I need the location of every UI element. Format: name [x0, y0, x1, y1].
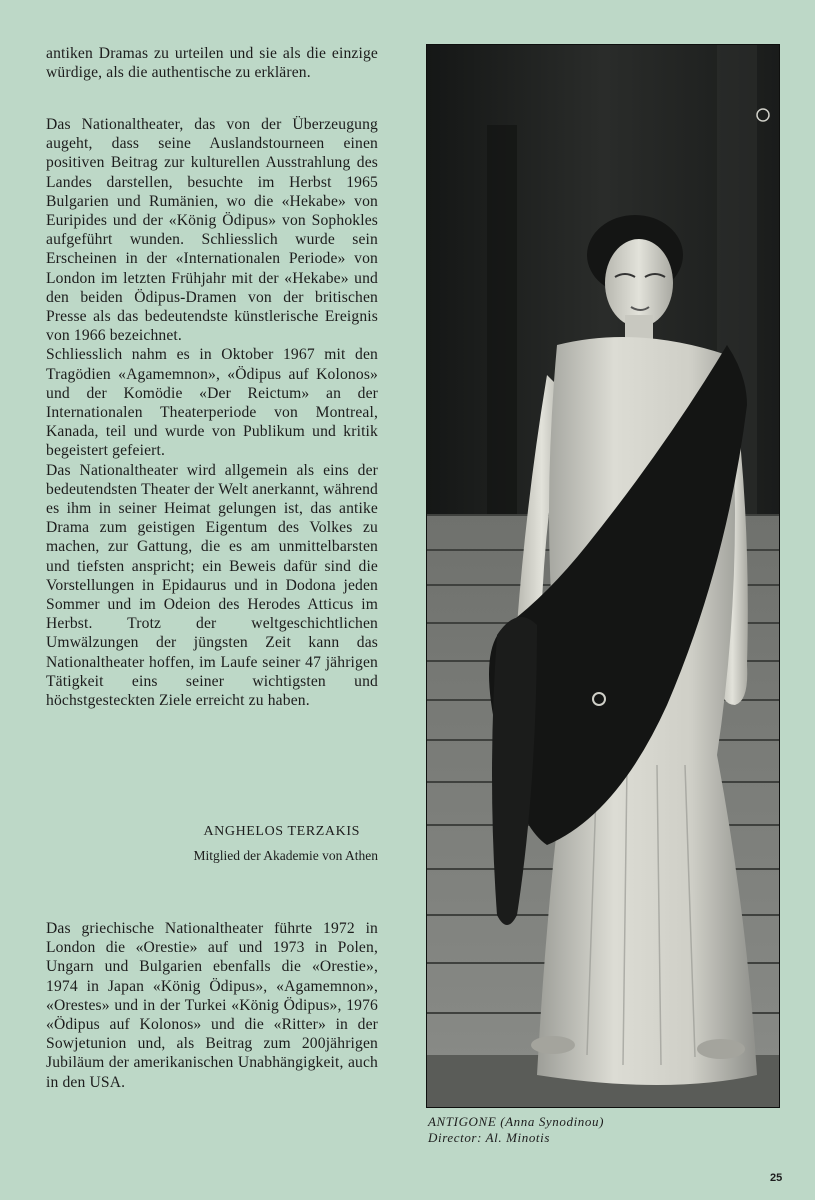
- caption-title: ANTIGONE (Anna Synodinou): [428, 1114, 605, 1129]
- photo-caption: [428, 1114, 788, 1146]
- article-column-addendum: [46, 919, 378, 1092]
- paragraph-tours: Das Nationaltheater, das von der Überzeugung augeht, dass seine Auslandstourneen einen positiven Beitrag zur kulturellen Ausstrahlung des Landes darstellen, besuchte im Herbst 1965 Bulgarien und Rumänien, wo die «Hekabe» von Euripides und der «König Ödipus» von Sophokles aufgeführt wunden. Schliesslich wurde sein Erscheinen in der «Internationalen Periode» von London im letzten Frühjahr mit der «Hekabe» und den beiden Ödipus-Dramen von der britischen Presse als das bedeutendste künstlerische Ereignis von 1966 bezeichnet.: [46, 116, 378, 345]
- paragraph-later-tours: Das griechische Nationaltheater führte 1972 in London die «Orestie» auf und 1973 in Polen, Ungarn und Bulgarien ebenfalls die «Orestie», 1974 in Japan «König Ödipus», «Agamemnon», «Orestes» und in der Turkei «König Ödipus», 1976 «Ödipus auf Kolonos» und die «Ritter» in der Sowjetunion und, als Beitrag zum 200jährigen Jubiläum der amerikanischen Unabhängigkeit, auch in den USA.: [46, 920, 378, 1091]
- article-column-top: [46, 44, 378, 82]
- author-role: Mitglied der Akademie von Athen: [193, 848, 378, 863]
- paragraph-montreal: Schliesslich nahm es in Oktober 1967 mit den Tragödien «Agamemnon», «Ödipus auf Kolonos» und der Komödie «Der Reictum» an der Internationalen Theaterperiode von Montreal, Kanada, teil und wurde von Publikum und kritik begeistert gefeiert.: [46, 346, 378, 460]
- antigone-photo-drawing: [427, 45, 779, 1107]
- author-name: ANGHELOS TERZAKIS: [203, 824, 360, 839]
- article-column-main: [46, 115, 378, 710]
- paragraph-intro: antiken Dramas zu urteilen und sie als die einzige würdige, als die authentische zu erklären.: [46, 45, 378, 82]
- paragraph-reputation: Das Nationaltheater wird allgemein als eins der bedeutendsten Theater der Welt anerkannt, während es ihm in seiner Heimat gelungen ist, das antike Drama zum geistigen Eigentum des Volkes zu machen, zur Gattung, die es am unmittelbarsten und tiefsten anspricht; ein Beweis dafür sind die Vorstellungen in Epidaurus und in Dodona jeden Sommer und im Odeion des Herodes Atticus im Herbst. Trotz der weltgeschichtlichen Umwälzungen der jüngsten Zeit kann das Nationaltheater hoffen, im Laufe seiner 47 jährigen Tätigkeit eins seiner wichtigsten und höchstgesteckten Ziele erreicht zu haben.: [46, 461, 378, 710]
- caption-director: Director: Al. Minotis: [428, 1130, 551, 1145]
- antigone-photo: [426, 44, 780, 1108]
- page-number: 25: [770, 1172, 783, 1184]
